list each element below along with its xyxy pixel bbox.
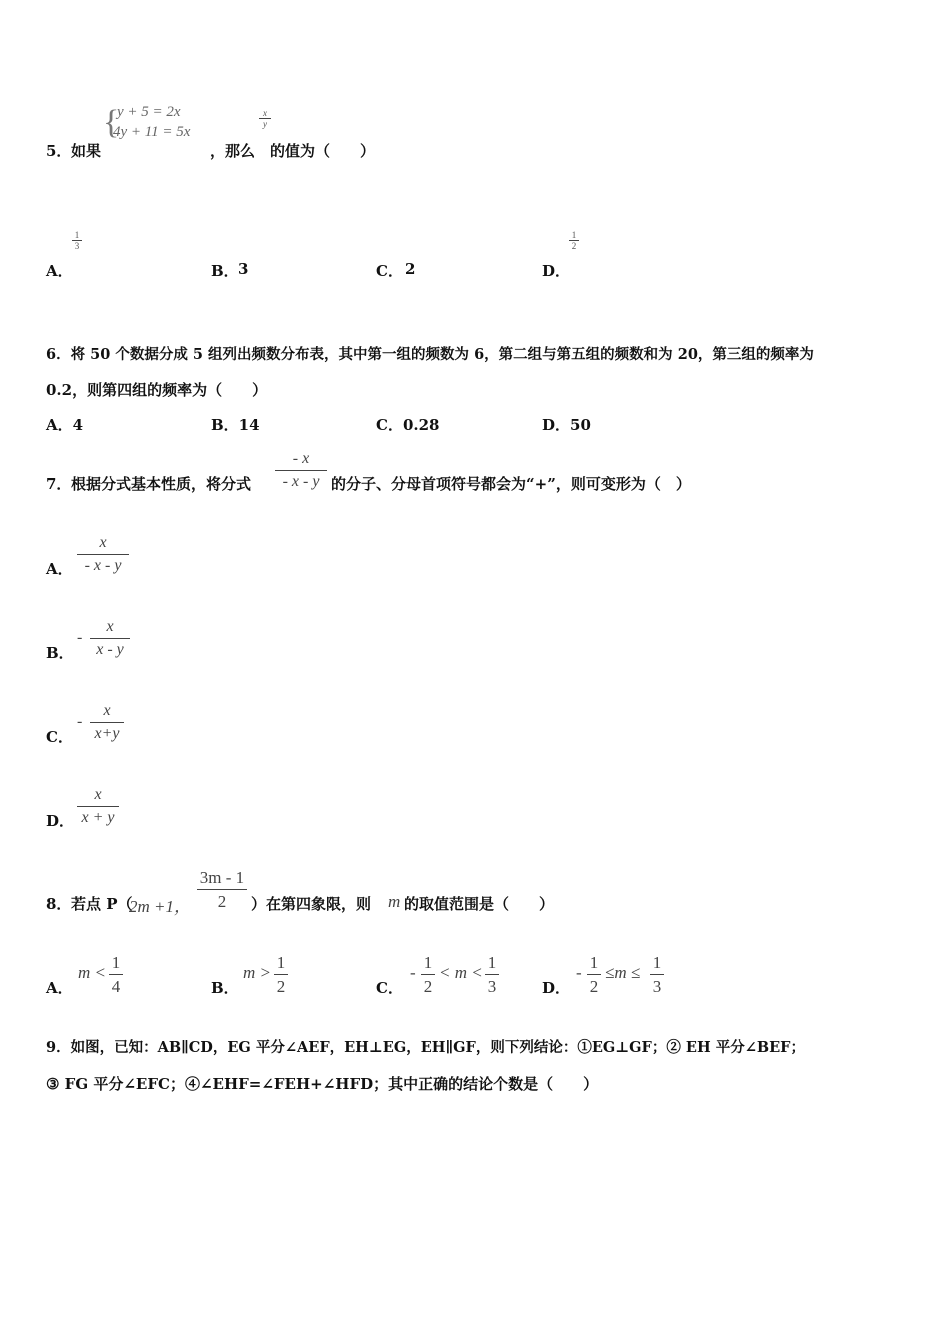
equation-1: y + 5 = 2x xyxy=(117,104,181,120)
q7-option-b-fraction: $\frac{x}{x - y}$ xyxy=(90,616,130,661)
q5-option-a-fraction: $\frac{1}{3}$ xyxy=(72,230,82,251)
q8-tail-1: ）在第四象限，则 xyxy=(251,895,372,913)
q7-number: 7． xyxy=(46,475,72,493)
q8-option-d-neg: - xyxy=(576,963,582,982)
q8-number: 8． xyxy=(46,895,72,913)
q6-option-c: C．0.28 xyxy=(376,416,440,434)
q7-option-b-sign: - xyxy=(77,629,83,646)
q7-option-c-label: C． xyxy=(46,728,73,746)
q5-tail: 的值为（ ） xyxy=(270,142,376,160)
q7-option-b-label: B． xyxy=(46,644,74,662)
q8-option-d-fraction-1: $\frac{1}{2}$ xyxy=(587,951,601,998)
q7-option-d-label: D． xyxy=(46,812,75,830)
q8-option-c-neg: - xyxy=(410,963,416,982)
q7-option-a-fraction: $\frac{x}{- x - y}$ xyxy=(77,532,129,577)
q8-option-b-label: B． xyxy=(211,979,239,997)
q6-option-d: D．50 xyxy=(542,416,591,434)
q6-line-2: 0.2，则第四组的频率为（ ） xyxy=(46,381,268,399)
q8-option-a-fraction: $\frac{1}{4}$ xyxy=(109,951,123,998)
q7-tail: 的分子、分母首项符号都会为“+”，则可变形为（ ） xyxy=(331,475,691,493)
q5-fraction: $\frac{x}{y}$ xyxy=(259,108,271,129)
q7-fraction: $\frac{- x}{- x - y}$ xyxy=(275,448,327,493)
q8-option-c-label: C． xyxy=(376,979,403,997)
q6-option-b: B．14 xyxy=(211,416,260,434)
q6-line-1: 6．将 50 个数据分成 5 组列出频数分布表，其中第一组的频数为 6，第二组与第五组的频数和为 20，第三组的频率为 xyxy=(46,346,814,363)
q6-option-a: A．4 xyxy=(46,416,84,434)
q7-option-d-fraction: $\frac{x}{x + y}$ xyxy=(77,784,119,829)
q5-lead: 如果 xyxy=(71,142,102,160)
q7-lead: 根据分式基本性质，将分式 xyxy=(71,475,252,493)
q5-option-b-value: 3 xyxy=(238,260,249,278)
q8-coordinate-1: 2m +1， xyxy=(129,897,191,916)
q8-tail-2: 的取值范围是（ ） xyxy=(404,895,555,913)
equation-2: 4y + 11 = 5x xyxy=(113,124,191,140)
q8-option-d-mid: ≤m ≤ xyxy=(605,963,641,982)
q7-option-c-sign: - xyxy=(77,713,83,730)
q8-option-c-mid: < m < xyxy=(439,963,483,982)
q5-option-a-label: A． xyxy=(46,262,73,280)
q8-fraction: $\frac{3m - 1}{2}$ xyxy=(197,866,247,913)
q5-option-d-fraction: $\frac{1}{2}$ xyxy=(569,230,579,251)
q7-option-c-fraction: $\frac{x}{x+y}$ xyxy=(90,700,124,745)
q8-variable: m xyxy=(388,892,401,911)
q8-option-b-pre: m > xyxy=(243,963,271,982)
q7-option-a-label: A． xyxy=(46,560,73,578)
q8-option-d-fraction-2: $\frac{1}{3}$ xyxy=(650,951,664,998)
q8-option-d-label: D． xyxy=(542,979,571,997)
q8-option-b-fraction: $\frac{1}{2}$ xyxy=(274,951,288,998)
q5-option-d-label: D． xyxy=(542,262,571,280)
q8-lead: 若点 P（ xyxy=(71,895,133,913)
q8-option-a-pre: m < xyxy=(78,963,106,982)
q5-option-b: B． xyxy=(211,262,239,280)
q5-option-c: C． xyxy=(376,262,403,280)
q5-number: 5． xyxy=(46,142,72,160)
q9-line-2: ③ FG 平分∠EFC；④∠EHF=∠FEH+∠HFD；其中正确的结论个数是（ ） xyxy=(46,1075,599,1093)
q5-option-c-value: 2 xyxy=(405,260,416,278)
q8-option-c-fraction-2: $\frac{1}{3}$ xyxy=(485,951,499,998)
q8-option-a-label: A． xyxy=(46,979,73,997)
q5-mid: ，那么 xyxy=(210,142,256,160)
q9-line-1: 9．如图，已知：AB∥CD，EG 平分∠AEF，EH⊥EG，EH∥GF，则下列结论：①EG⊥GF；② EH 平分∠BEF； xyxy=(46,1039,805,1056)
q8-option-c-fraction-1: $\frac{1}{2}$ xyxy=(421,951,435,998)
